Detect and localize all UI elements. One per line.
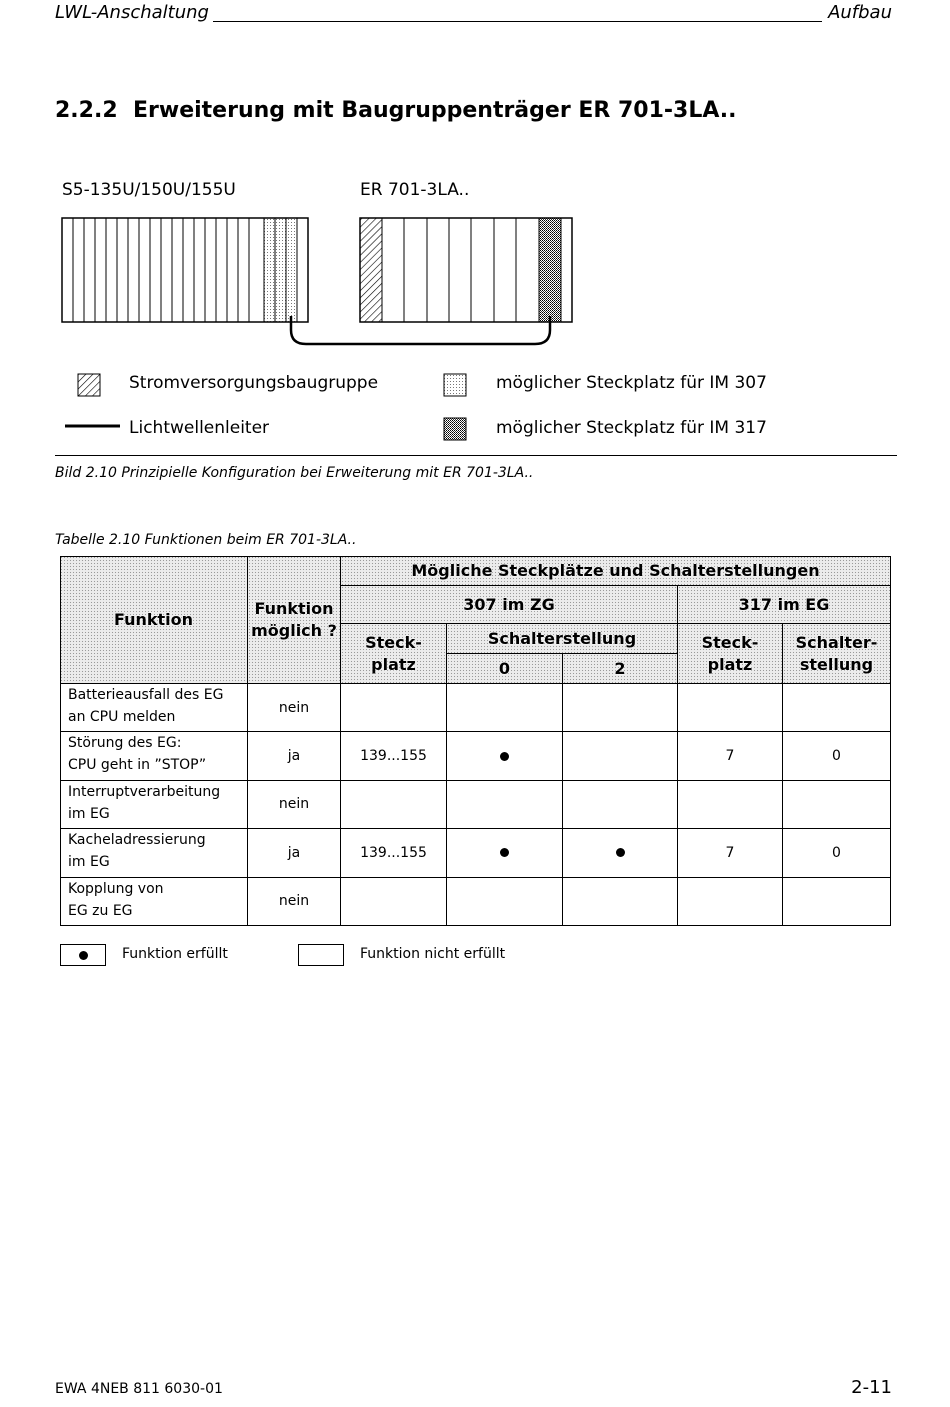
legend-not-fulfilled-box	[298, 944, 344, 966]
cell-schalter-eg	[783, 684, 891, 732]
cell-steckplatz-zg	[341, 781, 447, 829]
legend-not-fulfilled-text: Funktion nicht erfüllt	[360, 946, 506, 962]
header-317-eg: 317 im EG	[678, 586, 891, 624]
header-chapter: LWL-Anschaltung	[55, 2, 209, 23]
cell-funktion	[60, 732, 248, 780]
table-caption: Tabelle 2.10 Funktionen beim ER 701-3LA..	[55, 532, 357, 548]
cell-schalter-2	[563, 781, 678, 829]
legend-fulfilled-box	[60, 944, 106, 966]
cell-steckplatz-zg: 139...155	[341, 829, 447, 877]
funktion-line-2: CPU geht in ”STOP”	[68, 757, 207, 774]
cell-schalter-2	[563, 829, 678, 877]
cell-moeglich: nein	[248, 684, 341, 732]
cell-schalter-eg: 0	[783, 829, 891, 877]
cell-schalter-eg	[783, 781, 891, 829]
cell-schalter-0	[447, 878, 563, 926]
cell-steckplatz-eg	[678, 878, 783, 926]
funktion-line-1: Batterieausfall des EG	[68, 687, 224, 703]
page-number: 2-11	[851, 1377, 892, 1398]
cell-schalter-2	[563, 878, 678, 926]
cell-funktion	[60, 878, 248, 926]
header-funktion: Funktion	[60, 556, 248, 684]
bullet-icon	[500, 752, 509, 761]
legend-im307-symbol	[444, 374, 466, 396]
legend-im307: möglicher Steckplatz für IM 307	[496, 373, 767, 393]
cell-moeglich: ja	[248, 732, 341, 780]
legend-fulfilled-text: Funktion erfüllt	[122, 946, 228, 962]
cell-moeglich: nein	[248, 781, 341, 829]
funktion-line-2: im EG	[68, 854, 110, 871]
cell-funktion	[60, 781, 248, 829]
cell-funktion	[60, 829, 248, 877]
cell-moeglich: ja	[248, 829, 341, 877]
central-rack	[62, 218, 308, 322]
section-number: 2.2.2	[55, 98, 118, 123]
footer-document-id: EWA 4NEB 811 6030-01	[55, 1381, 223, 1397]
header-schalterstellung-eg: Schalter- stellung	[783, 624, 891, 684]
funktion-line-1: Kopplung von	[68, 880, 164, 897]
bullet-icon	[79, 951, 88, 960]
cell-schalter-0	[447, 684, 563, 732]
bullet-icon	[500, 848, 509, 857]
bullet-icon	[616, 848, 625, 857]
rack-right-label: ER 701-3LA..	[360, 180, 470, 200]
funktion-line-1: Störung des EG:	[68, 735, 182, 752]
legend-fiber: Lichtwellenleiter	[129, 418, 270, 438]
function-table	[60, 556, 891, 926]
header-307-zg: 307 im ZG	[341, 586, 678, 624]
cell-schalter-0	[447, 829, 563, 877]
legend-power-supply-symbol	[78, 374, 100, 396]
rack-left-label: S5-135U/150U/155U	[62, 180, 236, 200]
header-pos-0: 0	[447, 654, 563, 684]
cell-steckplatz-zg	[341, 684, 447, 732]
cell-schalter-2	[563, 732, 678, 780]
legend-im317: möglicher Steckplatz für IM 317	[496, 418, 767, 438]
funktion-line-1: Kacheladressierung	[68, 832, 206, 849]
expansion-rack	[360, 218, 572, 322]
figure-rule	[55, 455, 897, 456]
legend-power-supply: Stromversorgungsbaugruppe	[129, 373, 379, 393]
cell-steckplatz-eg: 7	[678, 732, 783, 780]
funktion-line-2: im EG	[68, 805, 110, 822]
header-pos-2: 2	[563, 654, 678, 684]
cell-steckplatz-eg	[678, 781, 783, 829]
header-schalterstellung: Schalterstellung	[447, 624, 678, 654]
cell-funktion	[60, 684, 248, 732]
configuration-diagram	[0, 0, 950, 470]
fiber-cable	[291, 316, 550, 344]
section-title-text: Erweiterung mit Baugruppenträger ER 701-3LA..	[133, 98, 737, 123]
funktion-line-2: EG zu EG	[68, 902, 133, 919]
funktion-line-1: Interruptverarbeitung	[68, 783, 221, 800]
cell-schalter-eg: 0	[783, 732, 891, 780]
header-funktion-moeglich: Funktion möglich ?	[248, 556, 341, 684]
cell-schalter-0	[447, 732, 563, 780]
header-steckplatz-eg: Steck- platz	[678, 624, 783, 684]
header-steckplatz-zg: Steck- platz	[341, 624, 447, 684]
header-section: Aufbau	[828, 2, 892, 23]
cell-steckplatz-eg: 7	[678, 829, 783, 877]
header-group: Mögliche Steckplätze und Schalterstellungen	[341, 556, 891, 586]
legend-im317-symbol	[444, 418, 466, 440]
funktion-line-2: an CPU melden	[68, 709, 176, 725]
cell-schalter-0	[447, 781, 563, 829]
cell-steckplatz-zg	[341, 878, 447, 926]
cell-schalter-2	[563, 684, 678, 732]
cell-schalter-eg	[783, 878, 891, 926]
cell-steckplatz-zg: 139...155	[341, 732, 447, 780]
figure-caption: Bild 2.10 Prinzipielle Konfiguration bei Erweiterung mit ER 701-3LA..	[55, 465, 534, 481]
cell-moeglich: nein	[248, 878, 341, 926]
cell-steckplatz-eg	[678, 684, 783, 732]
